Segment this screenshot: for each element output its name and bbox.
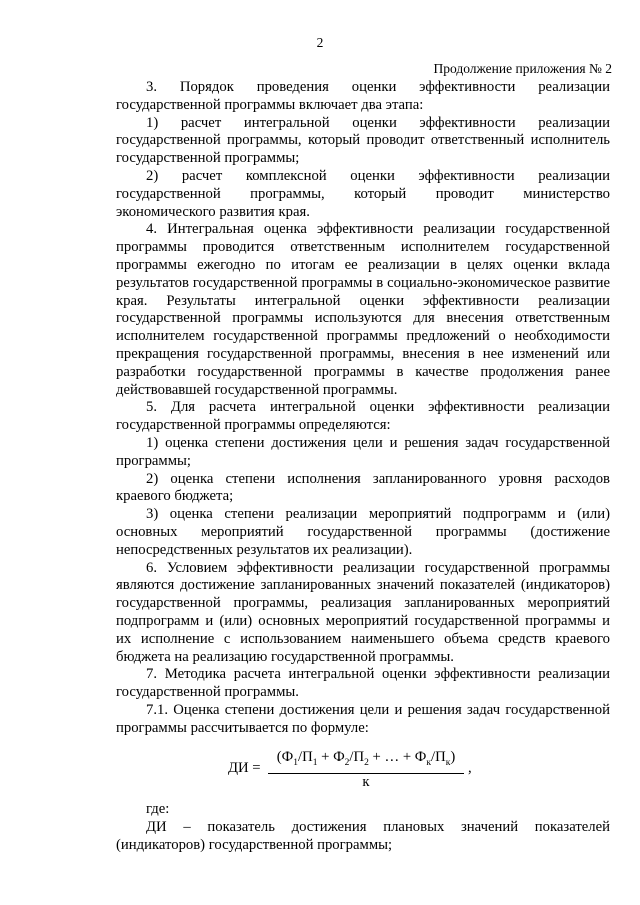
formula-comma: , (468, 760, 472, 777)
formula-fraction (268, 749, 464, 791)
document-body (116, 79, 610, 855)
appendix-label: Продолжение приложения № 2 (433, 61, 612, 76)
formula-denominator: к (362, 774, 370, 791)
formula-lhs: ДИ = (228, 760, 261, 777)
paragraph: 7. Методика расчета интегральной оценки эффективности реализации государственной программы. (116, 666, 610, 701)
paragraph: где: (146, 801, 170, 818)
paragraph: 3) оценка степени реализации мероприятий подпрограмм и (или) основных мероприятий государственной программы (достижение непосредственных результатов их реализации). (116, 506, 610, 558)
paragraph: 2) расчет комплексной оценки эффективности реализации государственной программы, который проводит министерство экономического развития края. (116, 167, 610, 220)
formula (116, 749, 610, 789)
paragraph: 4. Интегральная оценка эффективности реализации государственной программы проводится ответственным исполнителем государственной программы ежегодно по итогам ее реализации в целях оценки вклада результатов государственной программы в социально-экономическое развитие края. Результаты интегральной оценки эффективности реализации государственной программы используются для внесения ответственным исполнителем государственной программы предложений о необходимости прекращения государственной программы, внесения в нее изменений или разработки государственной программы в качестве продолжения ранее действовавшей государственной программы. (116, 221, 610, 398)
paragraph: 1) оценка степени достижения цели и решения задач государственной программы; (116, 434, 610, 469)
paragraph: 2) оценка степени исполнения запланированного уровня расходов краевого бюджета; (116, 470, 610, 505)
paragraph: 6. Условием эффективности реализации государственной программы являются достижение запланированных значений показателей (индикаторов) государственной программы, реализация запланированных мероприятий подпрограмм и (или) основных мероприятий государственной программы и их исполнение с использованием наименьшего объема средств краевого бюджета на реализацию государственной программы. (116, 559, 610, 665)
page-number: 2 (316, 35, 324, 50)
paragraph: 3. Порядок проведения оценки эффективности реализации государственной программы включает два этапа: (116, 79, 610, 113)
paragraph: ДИ – показатель достижения плановых значений показателей (индикаторов) государственной программы; (116, 819, 610, 854)
paragraph: 1) расчет интегральной оценки эффективности реализации государственной программы, который проводит ответственный исполнитель государственной программы; (116, 114, 610, 167)
formula-numerator: ($Ф_1/П_1 + Ф_2/П_2$ + … + $Ф_к/П_к$) (276, 749, 456, 769)
paragraph: 7.1. Оценка степени достижения цели и решения задач государственной программы рассчитывается по формуле: (116, 701, 610, 736)
paragraph: 5. Для расчета интегральной оценки эффективности реализации государственной программы определяются: (116, 399, 610, 434)
